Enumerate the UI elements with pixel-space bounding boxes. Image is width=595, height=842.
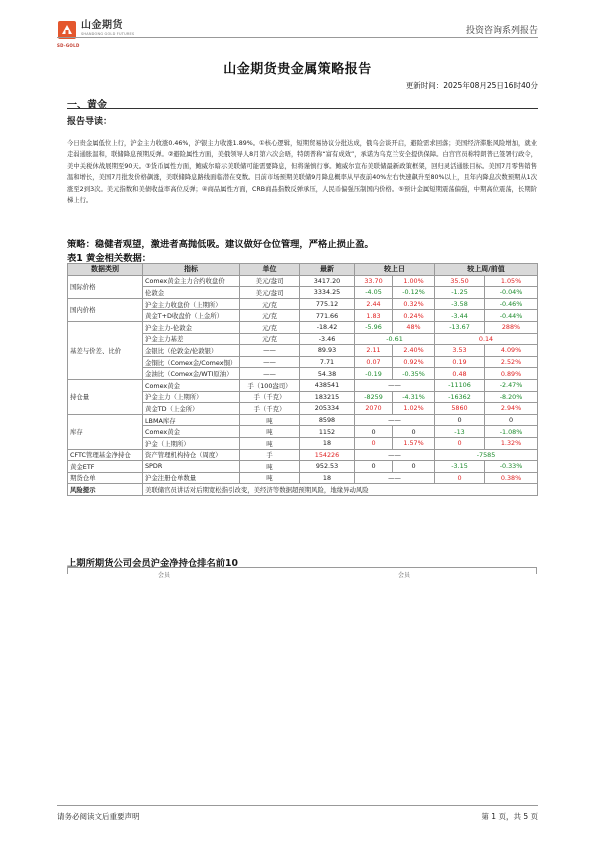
document-title: 山金期货贵金属策略报告 — [223, 62, 372, 77]
week-change-pct-cell: -0.44% — [485, 310, 538, 322]
day-change-cell: 0.07 — [355, 356, 393, 368]
latest-value-cell: -18.42 — [300, 321, 355, 333]
day-change-cell: —— — [355, 379, 435, 391]
day-change-pct-cell: 1.00% — [393, 275, 435, 287]
week-change-cell: 35.50 — [435, 275, 485, 287]
footer-disclaimer: 请务必阅读文后重要声明 — [57, 812, 140, 821]
latest-value-cell: 18 — [300, 472, 355, 484]
week-change-pct-cell: 0.89% — [485, 368, 538, 380]
week-change-cell: -3.58 — [435, 298, 485, 310]
indicator-cell: 沪金（上期所） — [143, 437, 240, 449]
week-change-cell: -16362 — [435, 391, 485, 403]
day-change-cell: -0.61 — [355, 333, 435, 345]
day-change-cell: 1.83 — [355, 310, 393, 322]
members-ranking-title: 上期所期货公司会员沪金净持仓排名前10 — [67, 558, 238, 569]
category-cell: 国际价格 — [68, 275, 143, 298]
day-change-pct-cell: 0.24% — [393, 310, 435, 322]
unit-cell: 美元/盎司 — [240, 275, 300, 287]
day-change-cell: -0.19 — [355, 368, 393, 380]
week-change-pct-cell: -0.04% — [485, 287, 538, 299]
week-change-cell: 5860 — [435, 403, 485, 415]
members-header-stub: 会员 — [158, 572, 171, 579]
indicator-cell: 伦敦金 — [143, 287, 240, 299]
week-change-pct-cell: 0.38% — [485, 472, 538, 484]
category-cell: 黄金ETF — [68, 461, 143, 473]
header-divider — [57, 37, 538, 38]
day-change-pct-cell: -4.31% — [393, 391, 435, 403]
week-change-pct-cell: 1.05% — [485, 275, 538, 287]
indicator-cell: 金油比（Comex金/WTI原油） — [143, 368, 240, 380]
unit-cell: 吨 — [240, 426, 300, 438]
day-change-cell: —— — [355, 449, 435, 461]
table-row — [68, 321, 538, 333]
week-change-pct-cell: 288% — [485, 321, 538, 333]
category-cell: 国内价格 — [68, 298, 143, 321]
week-change-cell: -11106 — [435, 379, 485, 391]
week-change-cell: 0 — [435, 437, 485, 449]
week-change-cell: 0.48 — [435, 368, 485, 380]
latest-value-cell: 18 — [300, 437, 355, 449]
day-change-pct-cell: 2.40% — [393, 345, 435, 357]
unit-cell: 美元/盎司 — [240, 287, 300, 299]
day-change-cell: 2.44 — [355, 298, 393, 310]
day-change-pct-cell: 0 — [393, 461, 435, 473]
day-change-cell: —— — [355, 414, 435, 426]
unit-cell: 吨 — [240, 414, 300, 426]
series-label: 投资咨询系列报告 — [465, 26, 538, 36]
risk-text-cell: 美联储官员讲话对后期宽松指引改变，美经济等数据超预期风险，地缘异动风险 — [143, 484, 538, 496]
indicator-cell: 黄金T+D收盘价（上金所） — [143, 310, 240, 322]
latest-value-cell: 154226 — [300, 449, 355, 461]
category-cell: 持仓量 — [68, 379, 143, 414]
logo-cn-text: 山金期货 — [81, 20, 123, 31]
col-header-latest: 最新 — [300, 264, 355, 276]
table-header-row — [68, 264, 538, 276]
unit-cell: 吨 — [240, 437, 300, 449]
day-change-pct-cell: 0.92% — [393, 356, 435, 368]
table-row — [68, 461, 538, 473]
latest-value-cell: 1152 — [300, 426, 355, 438]
week-change-pct-cell: -0.46% — [485, 298, 538, 310]
table-row — [68, 414, 538, 426]
table-row — [68, 472, 538, 484]
week-change-pct-cell: -1.08% — [485, 426, 538, 438]
members-table-clipped — [67, 567, 537, 579]
col-header-category: 数据类别 — [68, 264, 143, 276]
latest-value-cell: 54.38 — [300, 368, 355, 380]
col-header-indicator: 指标 — [143, 264, 240, 276]
week-change-cell: 0 — [435, 472, 485, 484]
unit-cell: 手（100盎司） — [240, 379, 300, 391]
category-cell: CFTC管理基金净持仓 — [68, 449, 143, 461]
indicator-cell: 金银比（伦敦金/伦敦银） — [143, 345, 240, 357]
gold-data-table — [67, 263, 538, 496]
logo-en-text: SHANDONG GOLD FUTURES — [81, 32, 135, 36]
week-change-pct-cell: 4.09% — [485, 345, 538, 357]
table-row — [68, 449, 538, 461]
indicator-cell: 沪金注册仓单数量 — [143, 472, 240, 484]
indicator-cell: SPDR — [143, 461, 240, 473]
unit-cell: 元/克 — [240, 298, 300, 310]
week-change-pct-cell: 1.32% — [485, 437, 538, 449]
week-change-pct-cell: -8.20% — [485, 391, 538, 403]
latest-value-cell: 8598 — [300, 414, 355, 426]
risk-row — [68, 484, 538, 496]
strategy-line: 策略：稳健者观望，激进者高抛低吸。建议做好仓位管理，严格止损止盈。 — [67, 239, 374, 250]
day-change-pct-cell: -0.12% — [393, 287, 435, 299]
col-header-day-change: 较上日 — [355, 264, 435, 276]
day-change-pct-cell: 48% — [393, 321, 435, 333]
indicator-cell: LBMA库存 — [143, 414, 240, 426]
unit-cell: 元/克 — [240, 333, 300, 345]
logo-sub-text: SD-GOLD — [57, 43, 80, 48]
week-change-cell: -3.44 — [435, 310, 485, 322]
week-change-pct-cell: 0 — [485, 414, 538, 426]
week-change-cell: -3.15 — [435, 461, 485, 473]
category-cell: 期货仓单 — [68, 472, 143, 484]
week-change-cell: -1.25 — [435, 287, 485, 299]
indicator-cell: 沪金主力-伦敦金 — [143, 321, 240, 333]
category-cell: 基差与价差、比价 — [68, 321, 143, 379]
update-time: 更新时间：2025年08月25日16时40分 — [405, 81, 538, 90]
latest-value-cell: 3417.20 — [300, 275, 355, 287]
day-change-pct-cell: 0.32% — [393, 298, 435, 310]
week-change-pct-cell: -0.33% — [485, 461, 538, 473]
indicator-cell: Comex黄金主力合约收盘价 — [143, 275, 240, 287]
table-body — [68, 275, 538, 495]
guide-paragraph: 今日贵金属低位上行，沪金主力收涨0.46%，沪银主力收涨1.89%。①核心逻辑，短期贸易协议分批达成，俄乌会谈开启，避险需求回落；美国经济滞胀风险增加，就业走弱通胀温和，联储降息预期反弹。②避险属性方面，美俄领导人8月第六次会晤，特朗普称“富有成效”，承诺为乌克兰安全提供保障。白宫官员称特朗普已签署行政令，美中关税休战展期至90天。③货币属性方面，鲍威尔暗示美联储可能需要降息，但将谨慎行事。鲍威尔宣布美联储最新政策框架，回归灵活通胀目标。美国7月零售销售温和增长，美国7月批发价格飙涨，美联储降息路线面临潜在变数。目前市场预期美联储9月降息概率从早夜前40%左右快速飙升至80%以上，且年内降息次数预期从1次涨至2到3次。美元指数和美债收益率高位反弹；④商品属性方面，CRB商品指数反弹承压，人民币偏强压制国内价格。⑤预计金属短期震荡偏强，中期高位震荡，长期阶梯上行。 — [67, 140, 537, 205]
day-change-cell: —— — [355, 472, 435, 484]
latest-value-cell: 438541 — [300, 379, 355, 391]
week-change-cell: -13.67 — [435, 321, 485, 333]
day-change-cell: 2.11 — [355, 345, 393, 357]
indicator-cell: 沪金主力（上期所） — [143, 391, 240, 403]
indicator-cell: 沪金主力收盘价（上期所） — [143, 298, 240, 310]
day-change-cell: -5.96 — [355, 321, 393, 333]
day-change-pct-cell: 1.02% — [393, 403, 435, 415]
table-row — [68, 275, 538, 287]
category-cell: 库存 — [68, 414, 143, 449]
day-change-pct-cell: 1.57% — [393, 437, 435, 449]
day-change-pct-cell: 0 — [393, 426, 435, 438]
indicator-cell: 资产管理机构持仓（周度） — [143, 449, 240, 461]
unit-cell: —— — [240, 368, 300, 380]
day-change-cell: -8259 — [355, 391, 393, 403]
day-change-cell: 2070 — [355, 403, 393, 415]
table-title: 表1 黄金相关数据： — [67, 253, 152, 264]
week-change-pct-cell: 2.52% — [485, 356, 538, 368]
unit-cell: 吨 — [240, 472, 300, 484]
section-divider — [67, 108, 538, 109]
unit-cell: 元/克 — [240, 310, 300, 322]
day-change-cell: 0 — [355, 461, 393, 473]
risk-label-cell: 风险提示 — [68, 484, 143, 496]
col-header-unit: 单位 — [240, 264, 300, 276]
latest-value-cell: 771.66 — [300, 310, 355, 322]
members-header-stub: 会员 — [398, 572, 411, 579]
footer-divider — [57, 805, 538, 806]
week-change-cell: 0.19 — [435, 356, 485, 368]
guide-title: 报告导读： — [67, 117, 113, 127]
latest-value-cell: 3334.25 — [300, 287, 355, 299]
unit-cell: —— — [240, 345, 300, 357]
latest-value-cell: 952.53 — [300, 461, 355, 473]
indicator-cell: 沪金主力基差 — [143, 333, 240, 345]
unit-cell: 手（千克） — [240, 391, 300, 403]
indicator-cell: Comex黄金 — [143, 379, 240, 391]
unit-cell: 元/克 — [240, 321, 300, 333]
latest-value-cell: 7.71 — [300, 356, 355, 368]
indicator-cell: 黄金TD（上金所） — [143, 403, 240, 415]
unit-cell: 手 — [240, 449, 300, 461]
week-change-pct-cell: 2.94% — [485, 403, 538, 415]
day-change-cell: -4.05 — [355, 287, 393, 299]
day-change-pct-cell: -0.35% — [393, 368, 435, 380]
latest-value-cell: 205334 — [300, 403, 355, 415]
table-row — [68, 379, 538, 391]
indicator-cell: 金铜比（Comex金/Comex铜） — [143, 356, 240, 368]
unit-cell: 手（千克） — [240, 403, 300, 415]
day-change-cell: 0 — [355, 437, 393, 449]
week-change-cell: 0.14 — [435, 333, 538, 345]
footer-page-number: 第 1 页，共 5 页 — [481, 812, 538, 821]
indicator-cell: Comex黄金 — [143, 426, 240, 438]
week-change-cell: 3.53 — [435, 345, 485, 357]
day-change-cell: 33.70 — [355, 275, 393, 287]
table-row — [68, 298, 538, 310]
day-change-cell: 0 — [355, 426, 393, 438]
latest-value-cell: -3.46 — [300, 333, 355, 345]
week-change-cell: -7585 — [435, 449, 538, 461]
latest-value-cell: 183215 — [300, 391, 355, 403]
week-change-cell: -13 — [435, 426, 485, 438]
week-change-pct-cell: -2.47% — [485, 379, 538, 391]
latest-value-cell: 775.12 — [300, 298, 355, 310]
unit-cell: —— — [240, 356, 300, 368]
week-change-cell: 0 — [435, 414, 485, 426]
section-title: 一、黄金 — [67, 100, 107, 111]
unit-cell: 吨 — [240, 461, 300, 473]
latest-value-cell: 89.93 — [300, 345, 355, 357]
col-header-week-change: 较上周/前值 — [435, 264, 538, 276]
